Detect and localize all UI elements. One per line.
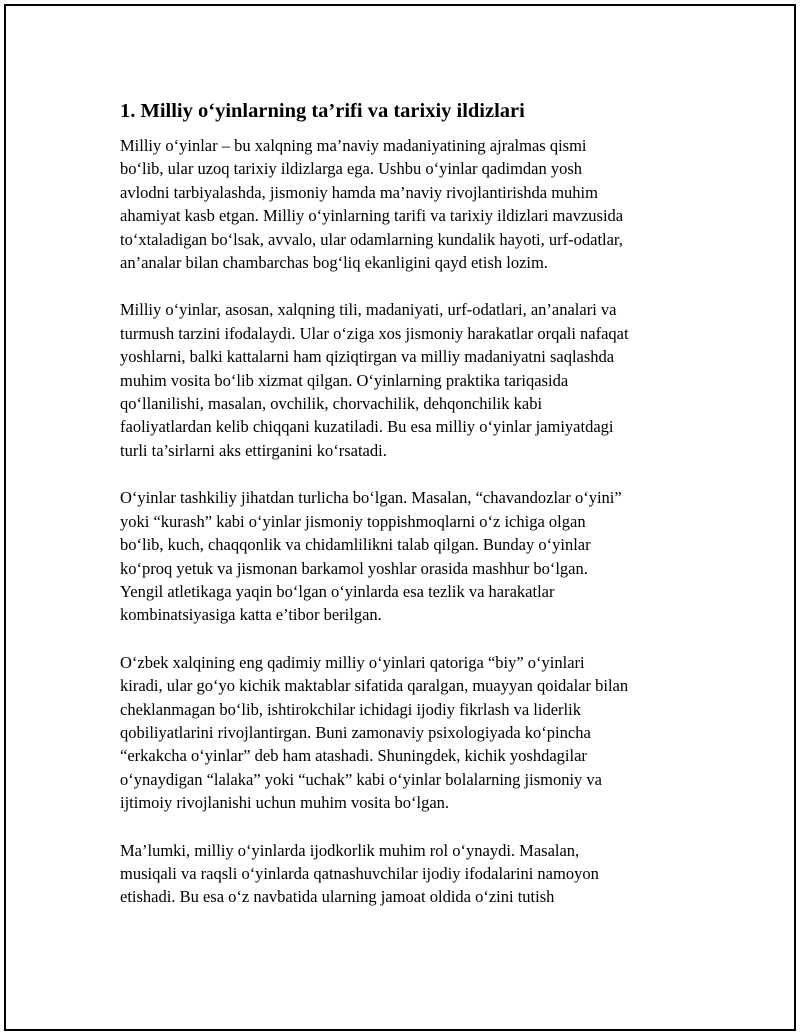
text-line: Milliy o‘yinlar, asosan, xalqning tili, madaniyati, urf-odatlari, an’analari va — [120, 300, 617, 320]
text-line: Ma’lumki, milliy o‘yinlarda ijodkorlik muhim rol o‘ynaydi. Masalan, — [120, 840, 580, 860]
text-line: kombinatsiyasiga katta e’tibor berilgan. — [120, 605, 382, 625]
text-line: turmush tarzini ifodalaydi. Ular o‘ziga xos jismoniy harakatlar orqali nafaqat — [120, 323, 629, 343]
text-line: qo‘llanilishi, masalan, ovchilik, chorvachilik, dehqonchilik kabi — [120, 394, 543, 414]
text-line: yoshlarni, balki kattalarni ham qiziqtirgan va milliy madaniyatni saqlashda — [120, 347, 615, 367]
text-line: O‘yinlar tashkiliy jihatdan turlicha bo‘lgan. Masalan, “chavandozlar o‘yini” — [120, 488, 622, 508]
document-body — [120, 98, 700, 933]
text-line: yoki “kurash” kabi o‘yinlar jismoniy toppishmoqlarni o‘z ichiga olgan — [120, 511, 586, 531]
text-line: bo‘lib, ular uzoq tarixiy ildizlarga ega. Ushbu o‘yinlar qadimdan yosh — [120, 159, 583, 179]
text-line: O‘zbek xalqining eng qadimiy milliy o‘yinlari qatoriga “biy” o‘yinlari — [120, 652, 585, 672]
text-line: an’analar bilan chambarchas bog‘liq ekanligini qayd etish lozim. — [120, 253, 548, 273]
paragraph — [120, 839, 700, 909]
text-line: etishadi. Bu esa o‘z navbatida ularning jamoat oldida o‘zini tutish — [120, 887, 555, 907]
text-line: qobiliyatlarini rivojlantirgan. Buni zamonaviy psixologiyada ko‘pincha — [120, 722, 591, 742]
paragraph — [120, 134, 700, 274]
text-line: avlodni tarbiyalashda, jismoniy hamda ma’naviy rivojlantirishda muhim — [120, 182, 598, 202]
paragraph — [120, 298, 700, 462]
text-line: bo‘lib, kuch, chaqqonlik va chidamlilikni talab qilgan. Bunday o‘yinlar — [120, 535, 591, 555]
text-line: muhim vosita bo‘lib xizmat qilgan. O‘yinlarning praktika tariqasida — [120, 370, 569, 390]
document-page — [4, 4, 796, 1031]
text-line: turli ta’sirlarni aks ettirganini ko‘rsatadi. — [120, 440, 387, 460]
paragraph-list — [120, 134, 700, 909]
text-line: Milliy o‘yinlar – bu xalqning ma’naviy madaniyatining ajralmas qismi — [120, 136, 587, 155]
text-line: ahamiyat kasb etgan. Milliy o‘yinlarning tarifi va tarixiy ildizlari mavzusida — [120, 206, 624, 226]
section-heading: 1. Milliy o‘yinlarning ta’rifi va tarixiy ildizlari — [120, 100, 525, 122]
paragraph — [120, 651, 700, 815]
paragraph — [120, 486, 700, 626]
text-line: musiqali va raqsli o‘yinlarda qatnashuvchilar ijodiy ifodalarini namoyon — [120, 863, 599, 883]
text-line: o‘ynaydigan “lalaka” yoki “uchak” kabi o‘yinlar bolalarning jismoniy va — [120, 769, 603, 789]
text-line: Yengil atletikaga yaqin bo‘lgan o‘yinlarda esa tezlik va harakatlar — [120, 581, 555, 601]
text-line: kiradi, ular go‘yo kichik maktablar sifatida qaralgan, muayyan qoidalar bilan — [120, 676, 629, 696]
text-line: faoliyatlardan kelib chiqqani kuzatiladi. Bu esa milliy o‘yinlar jamiyatdagi — [120, 417, 614, 437]
text-line: “erkakcha o‘yinlar” deb ham atashadi. Shuningdek, kichik yoshdagilar — [120, 746, 587, 766]
text-line: cheklanmagan bo‘lib, ishtirokchilar ichidagi ijodiy fikrlash va liderlik — [120, 699, 581, 719]
text-line: ko‘proq yetuk va jismonan barkamol yoshlar orasida mashhur bo‘lgan. — [120, 558, 588, 578]
text-line: ijtimoiy rivojlanishi uchun muhim vosita bo‘lgan. — [120, 793, 450, 813]
text-line: to‘xtaladigan bo‘lsak, avvalo, ular odamlarning kundalik hayoti, urf-odatlar, — [120, 229, 623, 249]
